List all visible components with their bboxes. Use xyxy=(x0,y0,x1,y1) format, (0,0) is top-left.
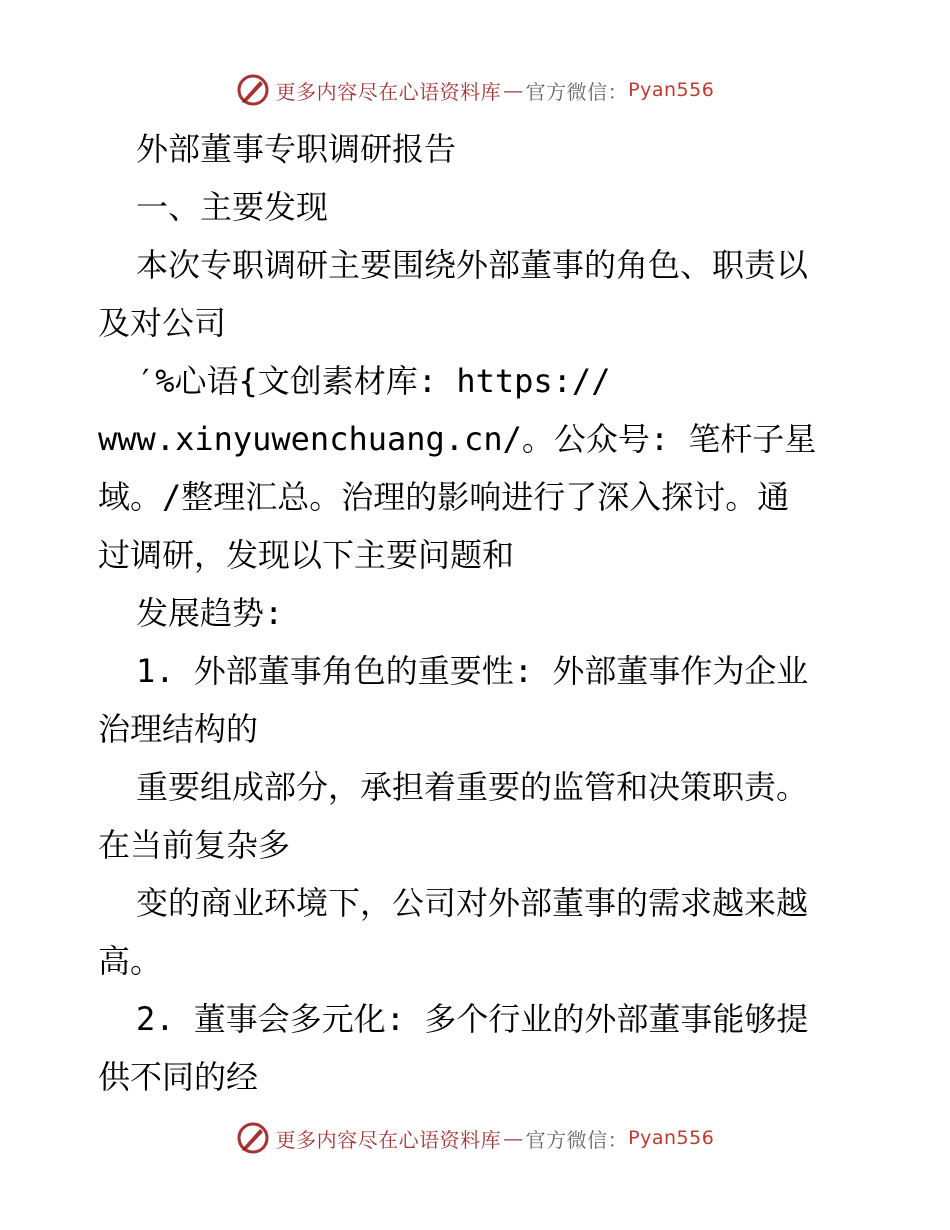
banner-separator: — xyxy=(503,78,524,102)
paragraph-line: 高。 xyxy=(98,942,163,980)
paragraph-line: 域。/整理汇总。治理的影响进行了深入探讨。通 xyxy=(98,478,790,516)
paragraph-line: ′%心语{文创素材库: https:// xyxy=(136,362,611,400)
paragraph-line: 本次专职调研主要围绕外部董事的角色、职责以 xyxy=(136,246,809,284)
paragraph-line: 重要组成部分，承担着重要的监管和决策职责。 xyxy=(136,768,809,806)
paragraph-line: 及对公司 xyxy=(98,304,227,342)
wechat-id: Pyan556 xyxy=(628,79,715,101)
paragraph-line: 在当前复杂多 xyxy=(98,826,291,864)
paragraph-line: www.xinyuwenchuang.cn/。公众号: 笔杆子星 xyxy=(98,420,817,458)
list-item-line: 2. 董事会多元化: 多个行业的外部董事能够提 xyxy=(136,1000,809,1038)
quill-pen-logo-icon xyxy=(236,73,270,107)
banner-title: 更多内容尽在心语资料库 xyxy=(275,1127,502,1152)
quill-pen-logo-icon xyxy=(236,1121,270,1155)
banner-separator: — xyxy=(503,1126,524,1150)
section-heading: 一、主要发现 xyxy=(136,188,329,226)
paragraph-line: 发展趋势: xyxy=(136,594,284,632)
wechat-id: Pyan556 xyxy=(628,1127,715,1149)
list-item-line: 1. 外部董事角色的重要性: 外部董事作为企业 xyxy=(136,652,809,690)
wechat-label: 官方微信： xyxy=(525,79,629,104)
footer-banner[interactable] xyxy=(0,1118,950,1158)
document-title: 外部董事专职调研报告 xyxy=(136,130,457,168)
paragraph-line: 过调研，发现以下主要问题和 xyxy=(98,536,515,574)
header-banner[interactable] xyxy=(0,70,950,110)
list-item-line: 治理结构的 xyxy=(98,710,259,748)
banner-title: 更多内容尽在心语资料库 xyxy=(275,79,502,104)
list-item-line: 供不同的经 xyxy=(98,1058,259,1096)
document-body xyxy=(98,120,858,1106)
paragraph-line: 变的商业环境下，公司对外部董事的需求越来越 xyxy=(136,884,809,922)
wechat-label: 官方微信： xyxy=(525,1127,629,1152)
